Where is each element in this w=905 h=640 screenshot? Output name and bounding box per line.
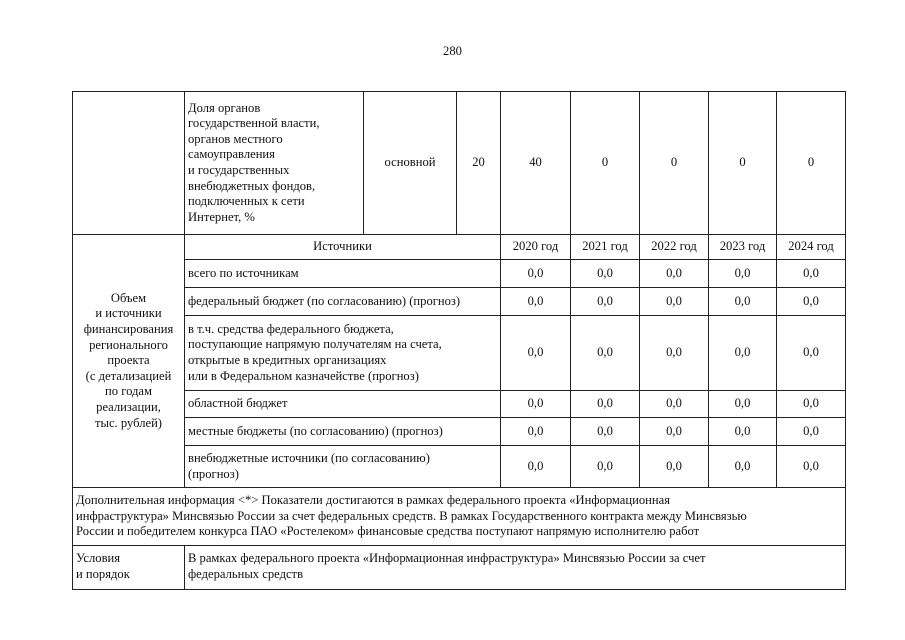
funding-row [73, 391, 846, 418]
funding-value: 0,0 [501, 260, 571, 288]
funding-value: 0,0 [571, 288, 640, 316]
indicator-value-2020: 40 [501, 92, 571, 235]
empty-cell [73, 92, 185, 235]
funding-value: 0,0 [709, 391, 777, 418]
funding-source: всего по источникам [185, 260, 501, 288]
funding-source: областной бюджет [185, 391, 501, 418]
year-header: 2020 год [501, 235, 571, 260]
funding-value: 0,0 [571, 316, 640, 391]
year-header: 2023 год [709, 235, 777, 260]
funding-value: 0,0 [571, 260, 640, 288]
indicator-name: Доля органов государственной власти, органов местного самоуправления и государственных внебюджетных фондов, подключенных к сети Интернет, % [185, 92, 364, 235]
indicator-row [73, 92, 846, 235]
funding-value: 0,0 [501, 391, 571, 418]
funding-header-row [73, 235, 846, 260]
indicator-value-2024: 0 [777, 92, 846, 235]
funding-value: 0,0 [640, 391, 709, 418]
funding-value: 0,0 [640, 418, 709, 446]
funding-row [73, 446, 846, 488]
funding-value: 0,0 [709, 316, 777, 391]
funding-source: местные бюджеты (по согласованию) (прогноз) [185, 418, 501, 446]
additional-info-row [73, 488, 846, 546]
sources-header: Источники [185, 235, 501, 260]
funding-value: 0,0 [777, 288, 846, 316]
funding-source: федеральный бюджет (по согласованию) (прогноз) [185, 288, 501, 316]
funding-value: 0,0 [501, 446, 571, 488]
funding-value: 0,0 [501, 316, 571, 391]
funding-value: 0,0 [709, 446, 777, 488]
funding-value: 0,0 [709, 418, 777, 446]
page-number: 280 [443, 44, 462, 58]
funding-value: 0,0 [777, 391, 846, 418]
funding-value: 0,0 [571, 446, 640, 488]
funding-value: 0,0 [571, 418, 640, 446]
additional-info: Дополнительная информация <*> Показатели достигаются в рамках федерального проекта «Информационная инфраструктура» Минсвязью России за счет федеральных средств. В рамках Государственного контракта между Минсвязью России и победителем конкурса ПАО «Ростелеком» финансовые средства поступают напрямую исполнителю работ [73, 488, 846, 546]
funding-row [73, 316, 846, 391]
funding-value: 0,0 [501, 288, 571, 316]
funding-row [73, 288, 846, 316]
conditions-text: В рамках федерального проекта «Информационная инфраструктура» Минсвязью России за счет федеральных средств [185, 546, 846, 590]
funding-value: 0,0 [709, 288, 777, 316]
funding-source: внебюджетные источники (по согласованию) (прогноз) [185, 446, 501, 488]
funding-value: 0,0 [777, 260, 846, 288]
passport-table [72, 91, 846, 590]
funding-row [73, 260, 846, 288]
year-header: 2022 год [640, 235, 709, 260]
indicator-value-2022: 0 [640, 92, 709, 235]
conditions-row [73, 546, 846, 590]
funding-value: 0,0 [640, 316, 709, 391]
indicator-base-value: 20 [457, 92, 501, 235]
year-header: 2021 год [571, 235, 640, 260]
indicator-type: основной [364, 92, 457, 235]
year-header: 2024 год [777, 235, 846, 260]
conditions-label: Условия и порядок [73, 546, 185, 590]
funding-value: 0,0 [777, 316, 846, 391]
funding-label: Объем и источники финансирования регионального проекта (с детализацией по годам реализации, тыс. рублей) [73, 235, 185, 488]
funding-value: 0,0 [777, 446, 846, 488]
funding-value: 0,0 [501, 418, 571, 446]
funding-value: 0,0 [640, 288, 709, 316]
funding-value: 0,0 [571, 391, 640, 418]
funding-value: 0,0 [709, 260, 777, 288]
funding-value: 0,0 [777, 418, 846, 446]
indicator-value-2021: 0 [571, 92, 640, 235]
indicator-value-2023: 0 [709, 92, 777, 235]
funding-value: 0,0 [640, 446, 709, 488]
funding-source: в т.ч. средства федерального бюджета, поступающие напрямую получателям на счета, открытые в кредитных организациях или в Федеральном казначействе (прогноз) [185, 316, 501, 391]
funding-row [73, 418, 846, 446]
funding-value: 0,0 [640, 260, 709, 288]
